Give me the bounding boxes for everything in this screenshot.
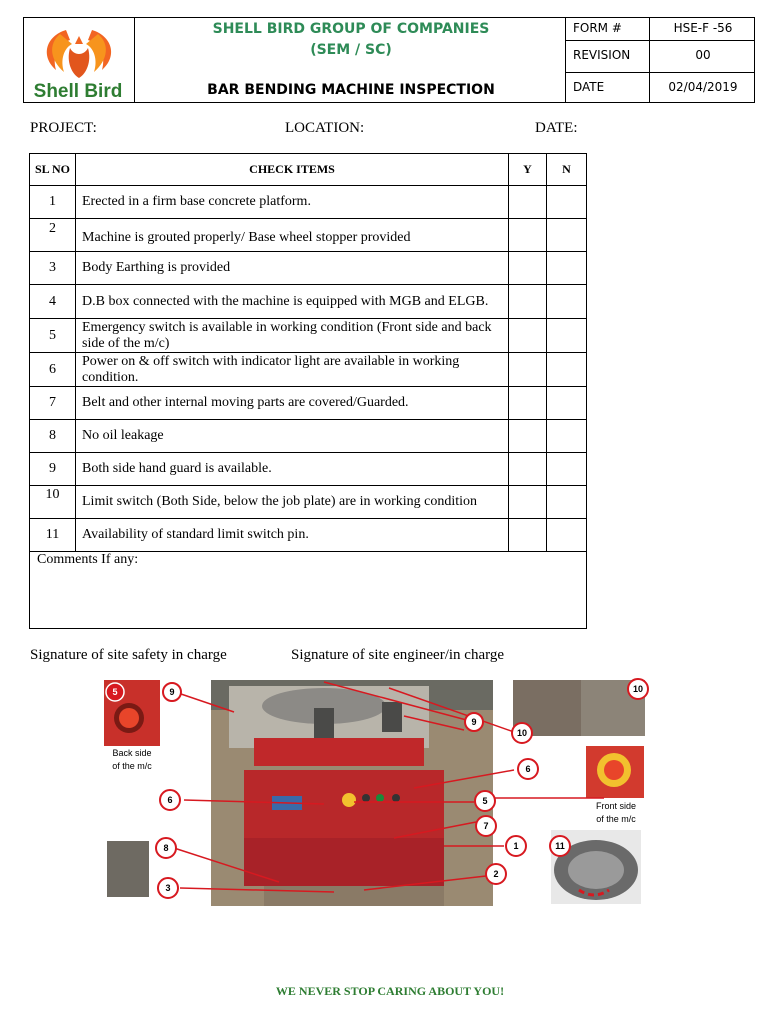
row-number: 5 — [30, 319, 76, 353]
callout-3 — [158, 878, 178, 898]
check-item: Emergency switch is available in working condition (Front side and back side of the m/c) — [76, 319, 509, 353]
callout-5-front — [475, 791, 495, 811]
revision-label: REVISION — [573, 48, 631, 62]
yes-checkbox[interactable] — [509, 219, 547, 252]
date-field[interactable]: DATE: — [535, 120, 578, 136]
callout-2 — [486, 864, 506, 884]
sl-no-header: SL NO — [30, 154, 76, 186]
callout-9-left — [163, 683, 181, 701]
machine-photo-panel — [104, 678, 652, 908]
svg-text:6: 6 — [167, 795, 173, 805]
checklist-table — [29, 153, 587, 629]
check-item: No oil leakage — [76, 420, 509, 453]
svg-text:2: 2 — [493, 869, 499, 879]
row-number: 2 — [30, 219, 76, 252]
callout-1 — [506, 836, 526, 856]
table-row — [30, 486, 587, 519]
yes-checkbox[interactable] — [509, 420, 547, 453]
svg-text:5: 5 — [482, 796, 488, 806]
row-number: 7 — [30, 387, 76, 420]
check-item: D.B box connected with the machine is equipped with MGB and ELGB. — [76, 285, 509, 319]
yes-checkbox[interactable] — [509, 387, 547, 420]
no-checkbox[interactable] — [547, 219, 587, 252]
engineer-signature-label: Signature of site engineer/in charge — [291, 647, 504, 663]
yes-checkbox[interactable] — [509, 285, 547, 319]
form-header — [23, 17, 755, 103]
row-number: 1 — [30, 186, 76, 219]
callout-10-right — [628, 679, 648, 699]
no-checkbox[interactable] — [547, 453, 587, 486]
check-item: Belt and other internal moving parts are covered/Guarded. — [76, 387, 509, 420]
no-checkbox[interactable] — [547, 285, 587, 319]
check-item: Power on & off switch with indicator light are available in working condition. — [76, 353, 509, 387]
svg-text:9: 9 — [169, 687, 175, 697]
table-row — [30, 353, 587, 387]
callout-6-right — [518, 759, 538, 779]
callout-11 — [550, 836, 570, 856]
svg-text:11: 11 — [555, 841, 565, 851]
row-number: 4 — [30, 285, 76, 319]
check-item: Limit switch (Both Side, below the job plate) are in working condition — [76, 486, 509, 519]
date-value: 02/04/2019 — [668, 80, 738, 94]
table-row — [30, 519, 587, 552]
project-field[interactable]: PROJECT: — [30, 120, 97, 136]
company-division: (SEM / SC) — [310, 42, 392, 58]
svg-text:1: 1 — [513, 841, 519, 851]
back-side-label-2: of the m/c — [112, 761, 152, 771]
check-item: Body Earthing is provided — [76, 252, 509, 285]
callout-6-left — [160, 790, 180, 810]
table-row — [30, 420, 587, 453]
comments-row — [30, 552, 587, 629]
svg-text:10: 10 — [632, 684, 644, 694]
table-row — [30, 252, 587, 285]
row-number: 10 — [30, 486, 76, 519]
row-number: 8 — [30, 420, 76, 453]
callout-5-back — [106, 683, 124, 701]
svg-text:10: 10 — [516, 728, 528, 738]
yes-checkbox[interactable] — [509, 519, 547, 552]
row-number: 11 — [30, 519, 76, 552]
check-item: Both side hand guard is available. — [76, 453, 509, 486]
row-number: 6 — [30, 353, 76, 387]
table-row — [30, 285, 587, 319]
document-title: BAR BENDING MACHINE INSPECTION — [207, 82, 495, 98]
svg-text:6: 6 — [525, 764, 531, 774]
svg-text:5: 5 — [112, 687, 118, 697]
table-row — [30, 219, 587, 252]
no-checkbox[interactable] — [547, 319, 587, 353]
callout-7 — [476, 816, 496, 836]
no-checkbox[interactable] — [547, 186, 587, 219]
yes-checkbox[interactable] — [509, 353, 547, 387]
callout-9-right — [465, 713, 483, 731]
company-name: SHELL BIRD GROUP OF COMPANIES — [212, 21, 490, 37]
svg-text:9: 9 — [471, 717, 477, 727]
table-row — [30, 186, 587, 219]
check-item: Machine is grouted properly/ Base wheel stopper provided — [76, 219, 509, 252]
table-row — [30, 319, 587, 353]
oil-leakage-photo — [107, 841, 149, 897]
date-label: DATE — [573, 80, 605, 94]
row-number: 3 — [30, 252, 76, 285]
row-number: 9 — [30, 453, 76, 486]
footer-slogan: WE NEVER STOP CARING ABOUT YOU! — [275, 984, 505, 998]
comments-field[interactable]: Comments If any: — [30, 552, 587, 629]
revision-value: 00 — [695, 48, 711, 62]
svg-text:8: 8 — [163, 843, 169, 853]
safety-signature-label: Signature of site safety in charge — [30, 647, 227, 663]
front-side-label-2: of the m/c — [596, 814, 636, 824]
table-row — [30, 387, 587, 420]
logo-text: Shell Bird — [33, 81, 123, 102]
front-side-label-1: Front side — [595, 801, 637, 811]
yes-checkbox[interactable] — [509, 453, 547, 486]
svg-text:7: 7 — [483, 821, 489, 831]
yes-checkbox[interactable] — [509, 186, 547, 219]
yes-header: Y — [509, 154, 547, 186]
table-row — [30, 453, 587, 486]
no-checkbox[interactable] — [547, 353, 587, 387]
no-checkbox[interactable] — [547, 252, 587, 285]
form-number-value: HSE-F -56 — [673, 21, 733, 35]
no-checkbox[interactable] — [547, 519, 587, 552]
callout-10-left — [512, 723, 532, 743]
form-number-label: FORM # — [573, 21, 622, 35]
no-header: N — [547, 154, 587, 186]
check-items-header: CHECK ITEMS — [76, 154, 509, 186]
back-side-label-1: Back side — [112, 748, 152, 758]
no-checkbox[interactable] — [547, 486, 587, 519]
yes-checkbox[interactable] — [509, 252, 547, 285]
check-item: Erected in a firm base concrete platform. — [76, 186, 509, 219]
location-field[interactable]: LOCATION: — [285, 120, 365, 136]
no-checkbox[interactable] — [547, 387, 587, 420]
table-header-row — [30, 154, 587, 186]
callout-8 — [156, 838, 176, 858]
no-checkbox[interactable] — [547, 420, 587, 453]
check-item: Availability of standard limit switch pin. — [76, 519, 509, 552]
svg-text:3: 3 — [165, 883, 171, 893]
yes-checkbox[interactable] — [509, 486, 547, 519]
yes-checkbox[interactable] — [509, 319, 547, 353]
